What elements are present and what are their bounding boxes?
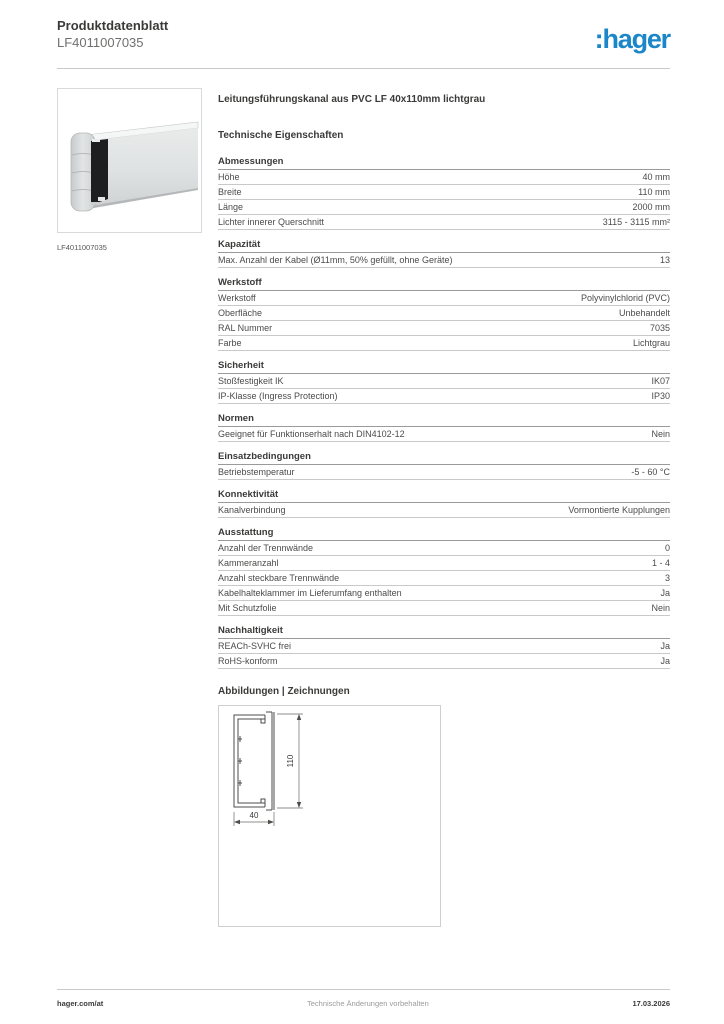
spec-row-label: Kammeranzahl [218,558,279,568]
spec-section-title: Abmessungen [218,157,670,170]
spec-row-value: 13 [659,255,670,265]
spec-row-value: Lichtgrau [632,338,670,348]
footer-disclaimer: Technische Änderungen vorbehalten [306,999,429,1008]
spec-section [218,361,670,404]
spec-row [218,389,670,404]
spec-row-value: Ja [660,656,670,666]
spec-row-value: IK07 [651,376,670,386]
spec-row [218,586,670,601]
spec-section [218,490,670,518]
spec-section [218,626,670,669]
spec-section-title: Einsatzbedingungen [218,452,670,465]
spec-sections [218,157,670,669]
spec-row [218,170,670,185]
spec-row-value: IP30 [651,391,670,401]
spec-row-label: Mit Schutzfolie [218,603,277,613]
header [57,18,670,53]
spec-row-value: Polyvinylchlorid (PVC) [580,293,670,303]
spec-row [218,503,670,518]
spec-section-title: Kapazität [218,240,670,253]
content [57,88,670,927]
spec-row-value: Nein [651,603,670,613]
spec-row [218,336,670,351]
spec-row-label: Anzahl steckbare Trennwände [218,573,340,583]
spec-row [218,306,670,321]
spec-row-label: Werkstoff [218,293,256,303]
spec-row-label: Kanalverbindung [218,505,286,515]
spec-section-title: Nachhaltigkeit [218,626,670,639]
spec-row-label: Stoßfestigkeit IK [218,376,284,386]
spec-row-value: Unbehandelt [618,308,670,318]
spec-row [218,427,670,442]
spec-section [218,157,670,230]
spec-row-label: Kabelhalteklammer im Lieferumfang enthalten [218,588,402,598]
spec-row-value: 1 - 4 [651,558,670,568]
header-titles [57,18,168,52]
spec-row [218,291,670,306]
spec-row [218,321,670,336]
spec-row-value: Ja [660,641,670,651]
product-image-caption: LF4011007035 [57,243,107,252]
spec-row-value: 3 [664,573,670,583]
spec-row-value: 2000 mm [632,202,670,212]
spec-row [218,185,670,200]
spec-section-title: Konnektivität [218,490,670,503]
spec-row-value: Vormontierte Kupplungen [568,505,670,515]
spec-section-title: Normen [218,414,670,427]
spec-row-label: Höhe [218,172,240,182]
spec-section-title: Ausstattung [218,528,670,541]
spec-section [218,452,670,480]
spec-row [218,639,670,654]
product-image-column [57,88,202,252]
spec-section [218,528,670,616]
spec-row-label: RAL Nummer [218,323,273,333]
spec-row-label: IP-Klasse (Ingress Protection) [218,391,338,401]
spec-row-value: 40 mm [642,172,670,182]
spec-row [218,465,670,480]
technical-drawing [218,705,441,927]
hager-logo: :hager [594,24,670,54]
footer [57,989,670,1008]
tech-properties-heading: Technische Eigenschaften [218,130,344,141]
spec-row [218,541,670,556]
spec-row [218,253,670,268]
dim-width-label: 40 [249,811,259,820]
spec-row-label: Breite [218,187,242,197]
cross-section-drawing [219,706,440,926]
drawings-heading: Abbildungen | Zeichnungen [218,686,350,697]
spec-row-label: REACh-SVHC frei [218,641,292,651]
spec-section-title: Sicherheit [218,361,670,374]
spec-row-label: Anzahl der Trennwände [218,543,314,553]
spec-row-value: Ja [660,588,670,598]
spec-row-value: Nein [651,429,670,439]
page-title: Produktdatenblatt [57,18,169,33]
product-reference: LF4011007035 [57,34,144,50]
spec-row-label: Lichter innerer Querschnitt [218,217,325,227]
footer-date: 17.03.2026 [632,999,670,1008]
spec-row-label: RoHS-konform [218,656,278,666]
spec-row [218,200,670,215]
spec-row [218,374,670,389]
spec-row [218,571,670,586]
header-divider [57,68,670,69]
product-photo-trunking [58,89,201,232]
product-name: Leitungsführungskanal aus PVC LF 40x110mm lichtgrau [218,94,486,105]
spec-section-title: Werkstoff [218,278,670,291]
spec-row-label: Oberfläche [218,308,263,318]
spec-row [218,654,670,669]
spec-row-value: 0 [664,543,670,553]
spec-row-value: 7035 [649,323,670,333]
spec-row-label: Max. Anzahl der Kabel (Ø11mm, 50% gefüllt, ohne Geräte) [218,255,453,265]
spec-row-value: 3115 - 3115 mm² [602,217,670,227]
spec-row [218,556,670,571]
footer-website: hager.com/at [57,999,104,1008]
spec-row-value: 110 mm [638,187,670,197]
spec-row-label: Farbe [218,338,242,348]
spec-section [218,414,670,442]
spec-row-label: Betriebstemperatur [218,467,295,477]
dim-height-label: 110 [286,754,295,768]
spec-column [218,88,670,927]
product-image [57,88,202,233]
spec-row-value: -5 - 60 °C [631,467,670,477]
spec-row [218,601,670,616]
spec-section [218,240,670,268]
spec-row [218,215,670,230]
spec-section [218,278,670,351]
spec-row-label: Länge [218,202,244,212]
spec-row-label: Geeignet für Funktionserhalt nach DIN4102-12 [218,429,405,439]
